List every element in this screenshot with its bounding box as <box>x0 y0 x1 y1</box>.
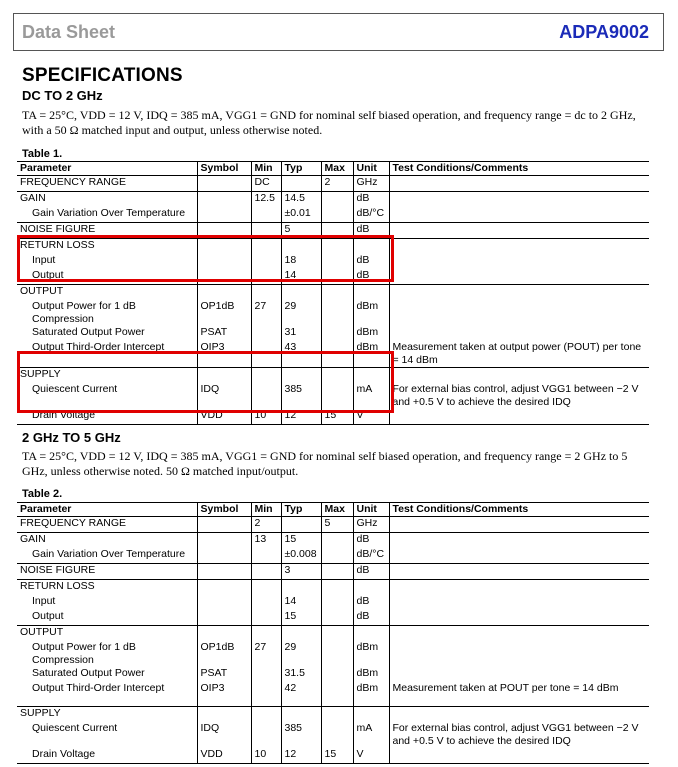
cell-min <box>251 564 281 580</box>
cell-min <box>251 595 281 610</box>
cell-max <box>321 580 353 596</box>
table-row <box>17 580 649 596</box>
cell-unit <box>353 626 389 642</box>
cell-symbol <box>197 707 251 723</box>
header-max: Max <box>321 162 353 176</box>
cell-typ: 385 <box>281 722 321 748</box>
cell-comments <box>389 326 649 341</box>
cell-parameter: Quiescent Current <box>32 383 118 395</box>
cell-unit: V <box>353 748 389 764</box>
cell-parameter: Gain Variation Over Temperature <box>32 207 186 219</box>
cell-unit: GHz <box>353 517 389 533</box>
section-conditions-1: TA = 25°C, VDD = 12 V, IDQ = 385 mA, VGG1 = GND for nominal self biased operation, and frequency range = dc to 2 GHz, with a 50 Ω matched input and output, unless otherwise noted. <box>22 108 636 137</box>
table-row <box>17 517 649 533</box>
cell-unit: dB <box>353 610 389 626</box>
cell-unit: dB <box>353 192 389 208</box>
header-comments: Test Conditions/Comments <box>389 503 649 517</box>
cell-unit: dB <box>353 564 389 580</box>
cell-symbol: IDQ <box>197 722 251 748</box>
cell-comments <box>389 580 649 596</box>
table-row <box>17 626 649 642</box>
cell-max <box>321 326 353 341</box>
cell-typ: 12 <box>281 409 321 425</box>
table-row <box>17 667 649 682</box>
cell-parameter: RETURN LOSS <box>17 580 197 596</box>
cell-parameter: GAIN <box>17 533 197 549</box>
cell-max <box>321 564 353 580</box>
cell-unit: dBm <box>353 341 389 368</box>
cell-min <box>251 610 281 626</box>
cell-min: 10 <box>251 748 281 764</box>
cell-symbol: OIP3 <box>197 682 251 707</box>
header-typ: Typ <box>281 503 321 517</box>
cell-comments <box>389 667 649 682</box>
cell-symbol <box>197 595 251 610</box>
cell-comments: Measurement taken at POUT per tone = 14 dBm <box>389 682 649 707</box>
cell-unit: mA <box>353 722 389 748</box>
cell-max <box>321 285 353 301</box>
table-caption-1: Table 1. <box>22 148 63 160</box>
cell-typ: 42 <box>281 682 321 707</box>
cell-typ: 5 <box>281 223 321 239</box>
cell-comments <box>389 707 649 723</box>
cell-typ <box>281 517 321 533</box>
header-unit: Unit <box>353 503 389 517</box>
cell-symbol: OIP3 <box>197 341 251 368</box>
cell-typ <box>281 707 321 723</box>
table-row <box>17 326 649 341</box>
cell-typ: 15 <box>281 533 321 549</box>
cell-comments <box>389 626 649 642</box>
cell-min <box>251 707 281 723</box>
table-row <box>17 707 649 723</box>
header-comments: Test Conditions/Comments <box>389 162 649 176</box>
table-header-row <box>17 162 649 176</box>
table-row <box>17 533 649 549</box>
cell-unit: dBm <box>353 682 389 707</box>
cell-parameter: Drain Voltage <box>17 409 197 425</box>
header-typ: Typ <box>281 162 321 176</box>
cell-min <box>251 548 281 564</box>
cell-comments <box>389 610 649 626</box>
cell-max <box>321 722 353 748</box>
section-conditions-2: TA = 25°C, VDD = 12 V, IDQ = 385 mA, VGG1 = GND for nominal self biased operation, and frequency range = 2 GHz to 5 GHz, unless otherwise noted. 50 Ω matched input/output. <box>22 449 628 478</box>
cell-typ: 31 <box>281 326 321 341</box>
cell-symbol <box>197 517 251 533</box>
cell-comments <box>389 239 649 255</box>
cell-unit: dBm <box>353 641 389 667</box>
cell-parameter: NOISE FIGURE <box>17 223 197 239</box>
cell-comments <box>389 254 649 269</box>
cell-unit: dB/°C <box>353 548 389 564</box>
table-row <box>17 564 649 580</box>
cell-max <box>321 667 353 682</box>
cell-parameter: Quiescent Current <box>32 722 118 734</box>
highlight-supply <box>17 351 394 413</box>
cell-comments <box>389 533 649 549</box>
cell-comments <box>389 548 649 564</box>
cell-parameter: Input <box>32 254 56 266</box>
cell-symbol <box>197 626 251 642</box>
cell-parameter: GAIN <box>17 192 197 208</box>
cell-min <box>251 722 281 748</box>
cell-unit: dB <box>353 269 389 285</box>
cell-comments <box>389 564 649 580</box>
cell-parameter: Drain Voltage <box>17 748 197 764</box>
cell-typ: ±0.01 <box>281 207 321 223</box>
cell-parameter: Saturated Output Power <box>32 667 145 679</box>
cell-comments <box>389 223 649 239</box>
table-row <box>17 610 649 626</box>
cell-parameter: SUPPLY <box>17 707 197 723</box>
cell-min <box>251 207 281 223</box>
table-row <box>17 641 649 667</box>
cell-comments: Measurement taken at output power (POUT) per tone = 14 dBm <box>389 341 649 368</box>
cell-parameter: FREQUENCY RANGE <box>17 176 197 192</box>
cell-typ: 29 <box>281 641 321 667</box>
table-header-row <box>17 503 649 517</box>
cell-max <box>321 207 353 223</box>
cell-symbol: PSAT <box>197 326 251 341</box>
cell-typ: 15 <box>281 610 321 626</box>
cell-typ: 385 <box>281 383 321 409</box>
header-max: Max <box>321 503 353 517</box>
cell-unit: dB/°C <box>353 207 389 223</box>
table-row <box>17 176 649 192</box>
table-row <box>17 207 649 223</box>
cell-parameter: OUTPUT <box>17 285 197 301</box>
cell-typ: 12 <box>281 748 321 764</box>
cell-comments <box>389 748 649 764</box>
cell-typ: 31.5 <box>281 667 321 682</box>
cell-comments <box>389 368 649 384</box>
cell-symbol <box>197 207 251 223</box>
cell-max: 5 <box>321 517 353 533</box>
part-number: ADPA9002 <box>559 22 649 42</box>
cell-min: 12.5 <box>251 192 281 208</box>
cell-typ <box>281 176 321 192</box>
cell-parameter: Output Power for 1 dB Compression <box>32 641 136 666</box>
cell-typ: 14 <box>281 595 321 610</box>
cell-typ: ±0.008 <box>281 548 321 564</box>
cell-comments <box>389 269 649 285</box>
cell-symbol <box>197 564 251 580</box>
cell-unit <box>353 580 389 596</box>
cell-parameter: SUPPLY <box>17 368 197 384</box>
cell-parameter: Output Third-Order Intercept <box>32 682 165 694</box>
section-heading-2: 2 GHz TO 5 GHz <box>22 430 121 445</box>
cell-symbol: OP1dB <box>197 300 251 326</box>
cell-parameter: OUTPUT <box>17 626 197 642</box>
cell-symbol <box>197 285 251 301</box>
cell-comments <box>389 641 649 667</box>
cell-comments <box>389 517 649 533</box>
cell-unit <box>353 285 389 301</box>
cell-max <box>321 707 353 723</box>
cell-typ: 18 <box>281 254 321 269</box>
cell-max <box>321 595 353 610</box>
cell-typ <box>281 626 321 642</box>
cell-parameter: Output Third-Order Intercept <box>32 341 165 353</box>
cell-max <box>321 300 353 326</box>
cell-min <box>251 682 281 707</box>
table-row <box>17 300 649 326</box>
cell-parameter: NOISE FIGURE <box>17 564 197 580</box>
cell-parameter: RETURN LOSS <box>17 239 197 255</box>
cell-symbol: IDQ <box>197 383 251 409</box>
cell-comments <box>389 285 649 301</box>
header-min: Min <box>251 162 281 176</box>
cell-comments <box>389 300 649 326</box>
cell-comments <box>389 207 649 223</box>
cell-symbol: OP1dB <box>197 641 251 667</box>
doc-type-label: Data Sheet <box>22 22 116 42</box>
cell-min: 10 <box>251 409 281 425</box>
cell-parameter: Input <box>32 595 56 607</box>
cell-unit: dBm <box>353 326 389 341</box>
cell-unit: V <box>353 409 389 425</box>
header-symbol: Symbol <box>197 162 251 176</box>
cell-parameter: Gain Variation Over Temperature <box>32 548 186 560</box>
cell-min <box>251 285 281 301</box>
spec-table-2 <box>17 502 649 764</box>
cell-max <box>321 626 353 642</box>
cell-min: 27 <box>251 300 281 326</box>
cell-parameter: Saturated Output Power <box>32 326 145 338</box>
cell-max: 15 <box>321 409 353 425</box>
cell-unit: dB <box>353 223 389 239</box>
table-row <box>17 595 649 610</box>
cell-min: 13 <box>251 533 281 549</box>
cell-comments <box>389 176 649 192</box>
cell-unit: GHz <box>353 176 389 192</box>
cell-unit: dBm <box>353 300 389 326</box>
table-row <box>17 748 649 764</box>
cell-min: 2 <box>251 517 281 533</box>
cell-symbol: PSAT <box>197 667 251 682</box>
cell-typ: 3 <box>281 564 321 580</box>
table-caption-2: Table 2. <box>22 488 63 500</box>
cell-comments <box>389 192 649 208</box>
cell-min <box>251 626 281 642</box>
cell-parameter: FREQUENCY RANGE <box>17 517 197 533</box>
cell-min <box>251 580 281 596</box>
highlight-return-loss <box>17 235 394 282</box>
cell-symbol <box>197 176 251 192</box>
cell-symbol <box>197 610 251 626</box>
cell-unit: dB <box>353 533 389 549</box>
cell-typ: 14 <box>281 269 321 285</box>
cell-max <box>321 641 353 667</box>
cell-parameter: Output <box>32 610 64 622</box>
cell-parameter: Output Power for 1 dB Compression <box>32 300 136 325</box>
cell-symbol <box>197 533 251 549</box>
table-row <box>17 722 649 748</box>
page-title: SPECIFICATIONS <box>22 65 183 86</box>
cell-symbol <box>197 192 251 208</box>
cell-symbol <box>197 548 251 564</box>
cell-min: 27 <box>251 641 281 667</box>
cell-symbol <box>197 580 251 596</box>
cell-unit: dB <box>353 595 389 610</box>
cell-symbol: VDD <box>197 409 251 425</box>
page-header <box>13 13 664 51</box>
cell-max <box>321 533 353 549</box>
cell-min <box>251 326 281 341</box>
cell-max <box>321 610 353 626</box>
cell-typ <box>281 285 321 301</box>
table-row <box>17 548 649 564</box>
cell-max <box>321 192 353 208</box>
cell-unit: mA <box>353 383 389 409</box>
cell-max <box>321 548 353 564</box>
cell-parameter: Output <box>32 269 64 281</box>
cell-min: DC <box>251 176 281 192</box>
cell-max: 15 <box>321 748 353 764</box>
header-unit: Unit <box>353 162 389 176</box>
cell-unit: dB <box>353 254 389 269</box>
cell-comments: For external bias control, adjust VGG1 between −2 V and +0.5 V to achieve the desired IDQ <box>389 383 649 409</box>
cell-unit <box>353 707 389 723</box>
header-parameter: Parameter <box>17 503 197 517</box>
cell-typ: 43 <box>281 341 321 368</box>
header-symbol: Symbol <box>197 503 251 517</box>
table-row <box>17 682 649 707</box>
cell-comments <box>389 409 649 425</box>
cell-comments: For external bias control, adjust VGG1 between −2 V and +0.5 V to achieve the desired IDQ <box>389 722 649 748</box>
cell-unit: dBm <box>353 667 389 682</box>
header-min: Min <box>251 503 281 517</box>
cell-max: 2 <box>321 176 353 192</box>
cell-typ: 29 <box>281 300 321 326</box>
cell-symbol: VDD <box>197 748 251 764</box>
cell-typ: 14.5 <box>281 192 321 208</box>
cell-min <box>251 667 281 682</box>
header-parameter: Parameter <box>17 162 197 176</box>
section-heading-1: DC TO 2 GHz <box>22 88 103 103</box>
cell-max <box>321 682 353 707</box>
table-row <box>17 192 649 208</box>
cell-comments <box>389 595 649 610</box>
cell-typ <box>281 580 321 596</box>
table-row <box>17 285 649 301</box>
